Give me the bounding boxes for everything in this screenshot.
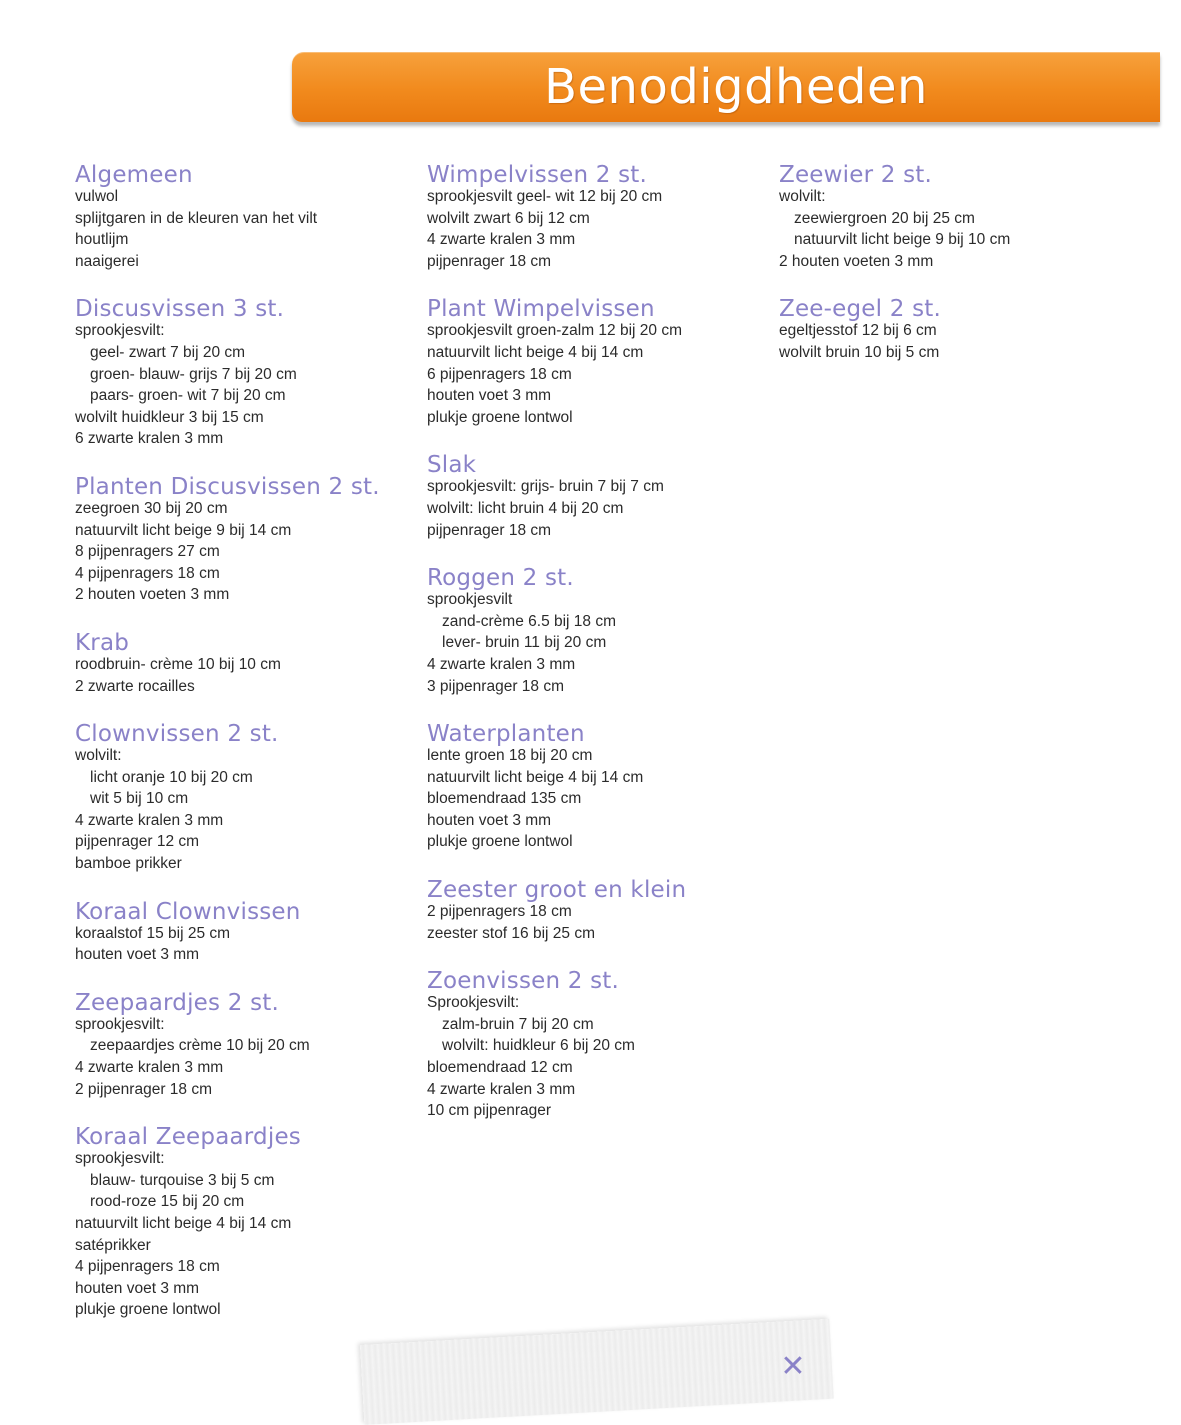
supply-item: bloemendraad 12 cm xyxy=(427,1059,573,1077)
supply-item: wolvilt: xyxy=(75,747,122,765)
supply-item: houtlijm xyxy=(75,231,129,249)
supply-item: lente groen 18 bij 20 cm xyxy=(427,747,593,765)
column-1 xyxy=(75,160,415,1343)
supply-section xyxy=(75,294,415,450)
paper-edge-decoration xyxy=(360,1319,834,1425)
supply-item: egeltjesstof 12 bij 6 cm xyxy=(779,322,937,340)
supply-item: sprookjesvilt: xyxy=(75,1150,165,1168)
supply-item: zand-crème 6.5 bij 18 cm xyxy=(442,612,617,630)
supply-item: wolvilt bruin 10 bij 5 cm xyxy=(779,343,940,361)
supply-item: geel- zwart 7 bij 20 cm xyxy=(90,343,246,361)
section-heading: Koraal Zeepaardjes xyxy=(75,1124,301,1151)
supply-item: sprookjesvilt geel- wit 12 bij 20 cm xyxy=(427,188,663,205)
supply-item: wolvilt: licht bruin 4 bij 20 cm xyxy=(427,499,624,517)
supply-item: plukje groene lontwol xyxy=(427,408,573,426)
section-heading: Slak xyxy=(427,452,477,479)
supply-item: wolvilt zwart 6 bij 12 cm xyxy=(427,209,590,227)
supply-item: vulwol xyxy=(75,188,119,205)
supply-item: natuurvilt licht beige 4 bij 14 cm xyxy=(427,343,644,361)
supply-item: plukje groene lontwol xyxy=(75,1301,221,1319)
supply-item: groen- blauw- grijs 7 bij 20 cm xyxy=(90,365,297,383)
supply-item: 4 zwarte kralen 3 mm xyxy=(75,1059,224,1077)
supply-item: splijtgaren in de kleuren van het vilt xyxy=(75,209,318,227)
section-heading: Clownvissen 2 st. xyxy=(75,721,279,748)
supply-item: wolvilt: xyxy=(779,188,826,205)
supply-item: zalm-bruin 7 bij 20 cm xyxy=(442,1015,594,1033)
supply-item: houten voet 3 mm xyxy=(427,387,552,405)
supply-item: sprookjesvilt: xyxy=(75,322,165,340)
supply-item: lever- bruin 11 bij 20 cm xyxy=(442,634,607,652)
section-heading: Plant Wimpelvissen xyxy=(427,296,655,323)
supply-section xyxy=(427,160,767,272)
supply-section xyxy=(427,966,767,1122)
supply-item: natuurvilt licht beige 9 bij 10 cm xyxy=(794,231,1011,249)
supply-item: sprookjesvilt: grijs- bruin 7 bij 7 cm xyxy=(427,478,664,496)
supply-section xyxy=(427,563,767,697)
section-heading: Koraal Clownvissen xyxy=(75,898,301,925)
supply-item: natuurvilt licht beige 4 bij 14 cm xyxy=(75,1215,292,1232)
supply-item: zeester stof 16 bij 25 cm xyxy=(427,924,595,942)
supply-item: roodbruin- crème 10 bij 10 cm xyxy=(75,655,281,673)
supply-section xyxy=(779,160,1119,272)
supply-section xyxy=(75,988,415,1100)
supply-item: koraalstof 15 bij 25 cm xyxy=(75,924,231,942)
supply-item: 2 pijpenragers 18 cm xyxy=(427,903,572,921)
supply-section xyxy=(427,450,767,541)
supply-item: wolvilt: huidkleur 6 bij 20 cm xyxy=(442,1037,635,1055)
supply-item: bamboe prikker xyxy=(75,855,182,873)
supply-item: wit 5 bij 10 cm xyxy=(90,790,189,808)
section-heading: Zeewier 2 st. xyxy=(779,162,933,188)
section-heading: Wimpelvissen 2 st. xyxy=(427,162,648,188)
supply-item: 4 zwarte kralen 3 mm xyxy=(75,811,224,829)
supply-item: pijpenrager 12 cm xyxy=(75,833,200,851)
supply-section xyxy=(75,719,415,875)
supply-item: rood-roze 15 bij 20 cm xyxy=(90,1193,245,1211)
supply-item: 10 cm pijpenrager xyxy=(427,1102,552,1120)
section-heading: Planten Discusvissen 2 st. xyxy=(75,473,380,500)
supply-item: zeepaardjes crème 10 bij 20 cm xyxy=(90,1037,310,1055)
supply-item: 6 pijpenragers 18 cm xyxy=(427,365,572,383)
supply-item: sprookjesvilt groen-zalm 12 bij 20 cm xyxy=(427,322,682,340)
supply-item: bloemendraad 135 cm xyxy=(427,790,582,808)
supply-item: 2 houten voeten 3 mm xyxy=(75,586,230,604)
supply-item: satéprikker xyxy=(75,1236,151,1254)
section-heading: Zeester groot en klein xyxy=(427,877,687,904)
section-heading: Discusvissen 3 st. xyxy=(75,296,285,323)
supply-item: 3 pijpenrager 18 cm xyxy=(427,677,564,695)
supply-item: blauw- turqouise 3 bij 5 cm xyxy=(90,1171,275,1189)
supply-item: naaigerei xyxy=(75,252,139,270)
supply-item: licht oranje 10 bij 20 cm xyxy=(90,768,253,786)
supply-item: 4 pijpenragers 18 cm xyxy=(75,564,220,582)
supply-item: 2 houten voeten 3 mm xyxy=(779,252,934,270)
supply-item: 4 pijpenragers 18 cm xyxy=(75,1258,220,1276)
supply-item: 2 zwarte rocailles xyxy=(75,677,195,695)
supply-item: pijpenrager 18 cm xyxy=(427,521,552,539)
supply-item: houten voet 3 mm xyxy=(75,1279,200,1297)
supply-section xyxy=(75,628,415,697)
supply-item: zeewiergroen 20 bij 25 cm xyxy=(794,209,975,227)
supply-item: sprookjesvilt xyxy=(427,591,513,609)
title-banner xyxy=(292,52,1160,122)
supply-item: houten voet 3 mm xyxy=(75,946,200,964)
supply-item: plukje groene lontwol xyxy=(427,833,573,851)
supply-item: houten voet 3 mm xyxy=(427,811,552,829)
supply-section xyxy=(75,1122,415,1321)
supply-item: 6 zwarte kralen 3 mm xyxy=(75,430,224,448)
supply-section xyxy=(75,897,415,966)
section-heading: Zee-egel 2 st. xyxy=(779,296,942,323)
supply-item: natuurvilt licht beige 9 bij 14 cm xyxy=(75,521,292,539)
supply-item: Sprookjesvilt: xyxy=(427,994,520,1012)
supply-section xyxy=(75,472,415,606)
column-3 xyxy=(779,160,1119,386)
supply-item: natuurvilt licht beige 4 bij 14 cm xyxy=(427,768,644,786)
supply-item: 4 zwarte kralen 3 mm xyxy=(427,655,576,673)
supply-item: sprookjesvilt: xyxy=(75,1015,165,1033)
section-heading: Algemeen xyxy=(75,162,193,188)
supply-item: 8 pijpenragers 27 cm xyxy=(75,543,220,561)
supply-item: paars- groen- wit 7 bij 20 cm xyxy=(90,387,286,405)
supply-item: zeegroen 30 bij 20 cm xyxy=(75,499,228,517)
supply-item: 4 zwarte kralen 3 mm xyxy=(427,1080,576,1098)
supply-section xyxy=(427,719,767,853)
column-2 xyxy=(427,160,767,1144)
page-title: Benodigdheden xyxy=(544,59,928,115)
supply-item: wolvilt huidkleur 3 bij 15 cm xyxy=(75,408,264,426)
section-heading: Zeepaardjes 2 st. xyxy=(75,989,279,1016)
supply-item: 4 zwarte kralen 3 mm xyxy=(427,231,576,249)
supply-section xyxy=(779,294,1119,363)
section-heading: Waterplanten xyxy=(427,721,585,748)
supply-section xyxy=(75,160,415,272)
close-icon[interactable]: ✕ xyxy=(780,1349,806,1384)
section-heading: Zoenvissen 2 st. xyxy=(427,968,620,995)
supply-section xyxy=(427,875,767,944)
section-heading: Krab xyxy=(75,629,130,656)
supply-section xyxy=(427,294,767,428)
supply-item: pijpenrager 18 cm xyxy=(427,252,552,270)
supply-item: 2 pijpenrager 18 cm xyxy=(75,1080,212,1098)
section-heading: Roggen 2 st. xyxy=(427,565,574,592)
